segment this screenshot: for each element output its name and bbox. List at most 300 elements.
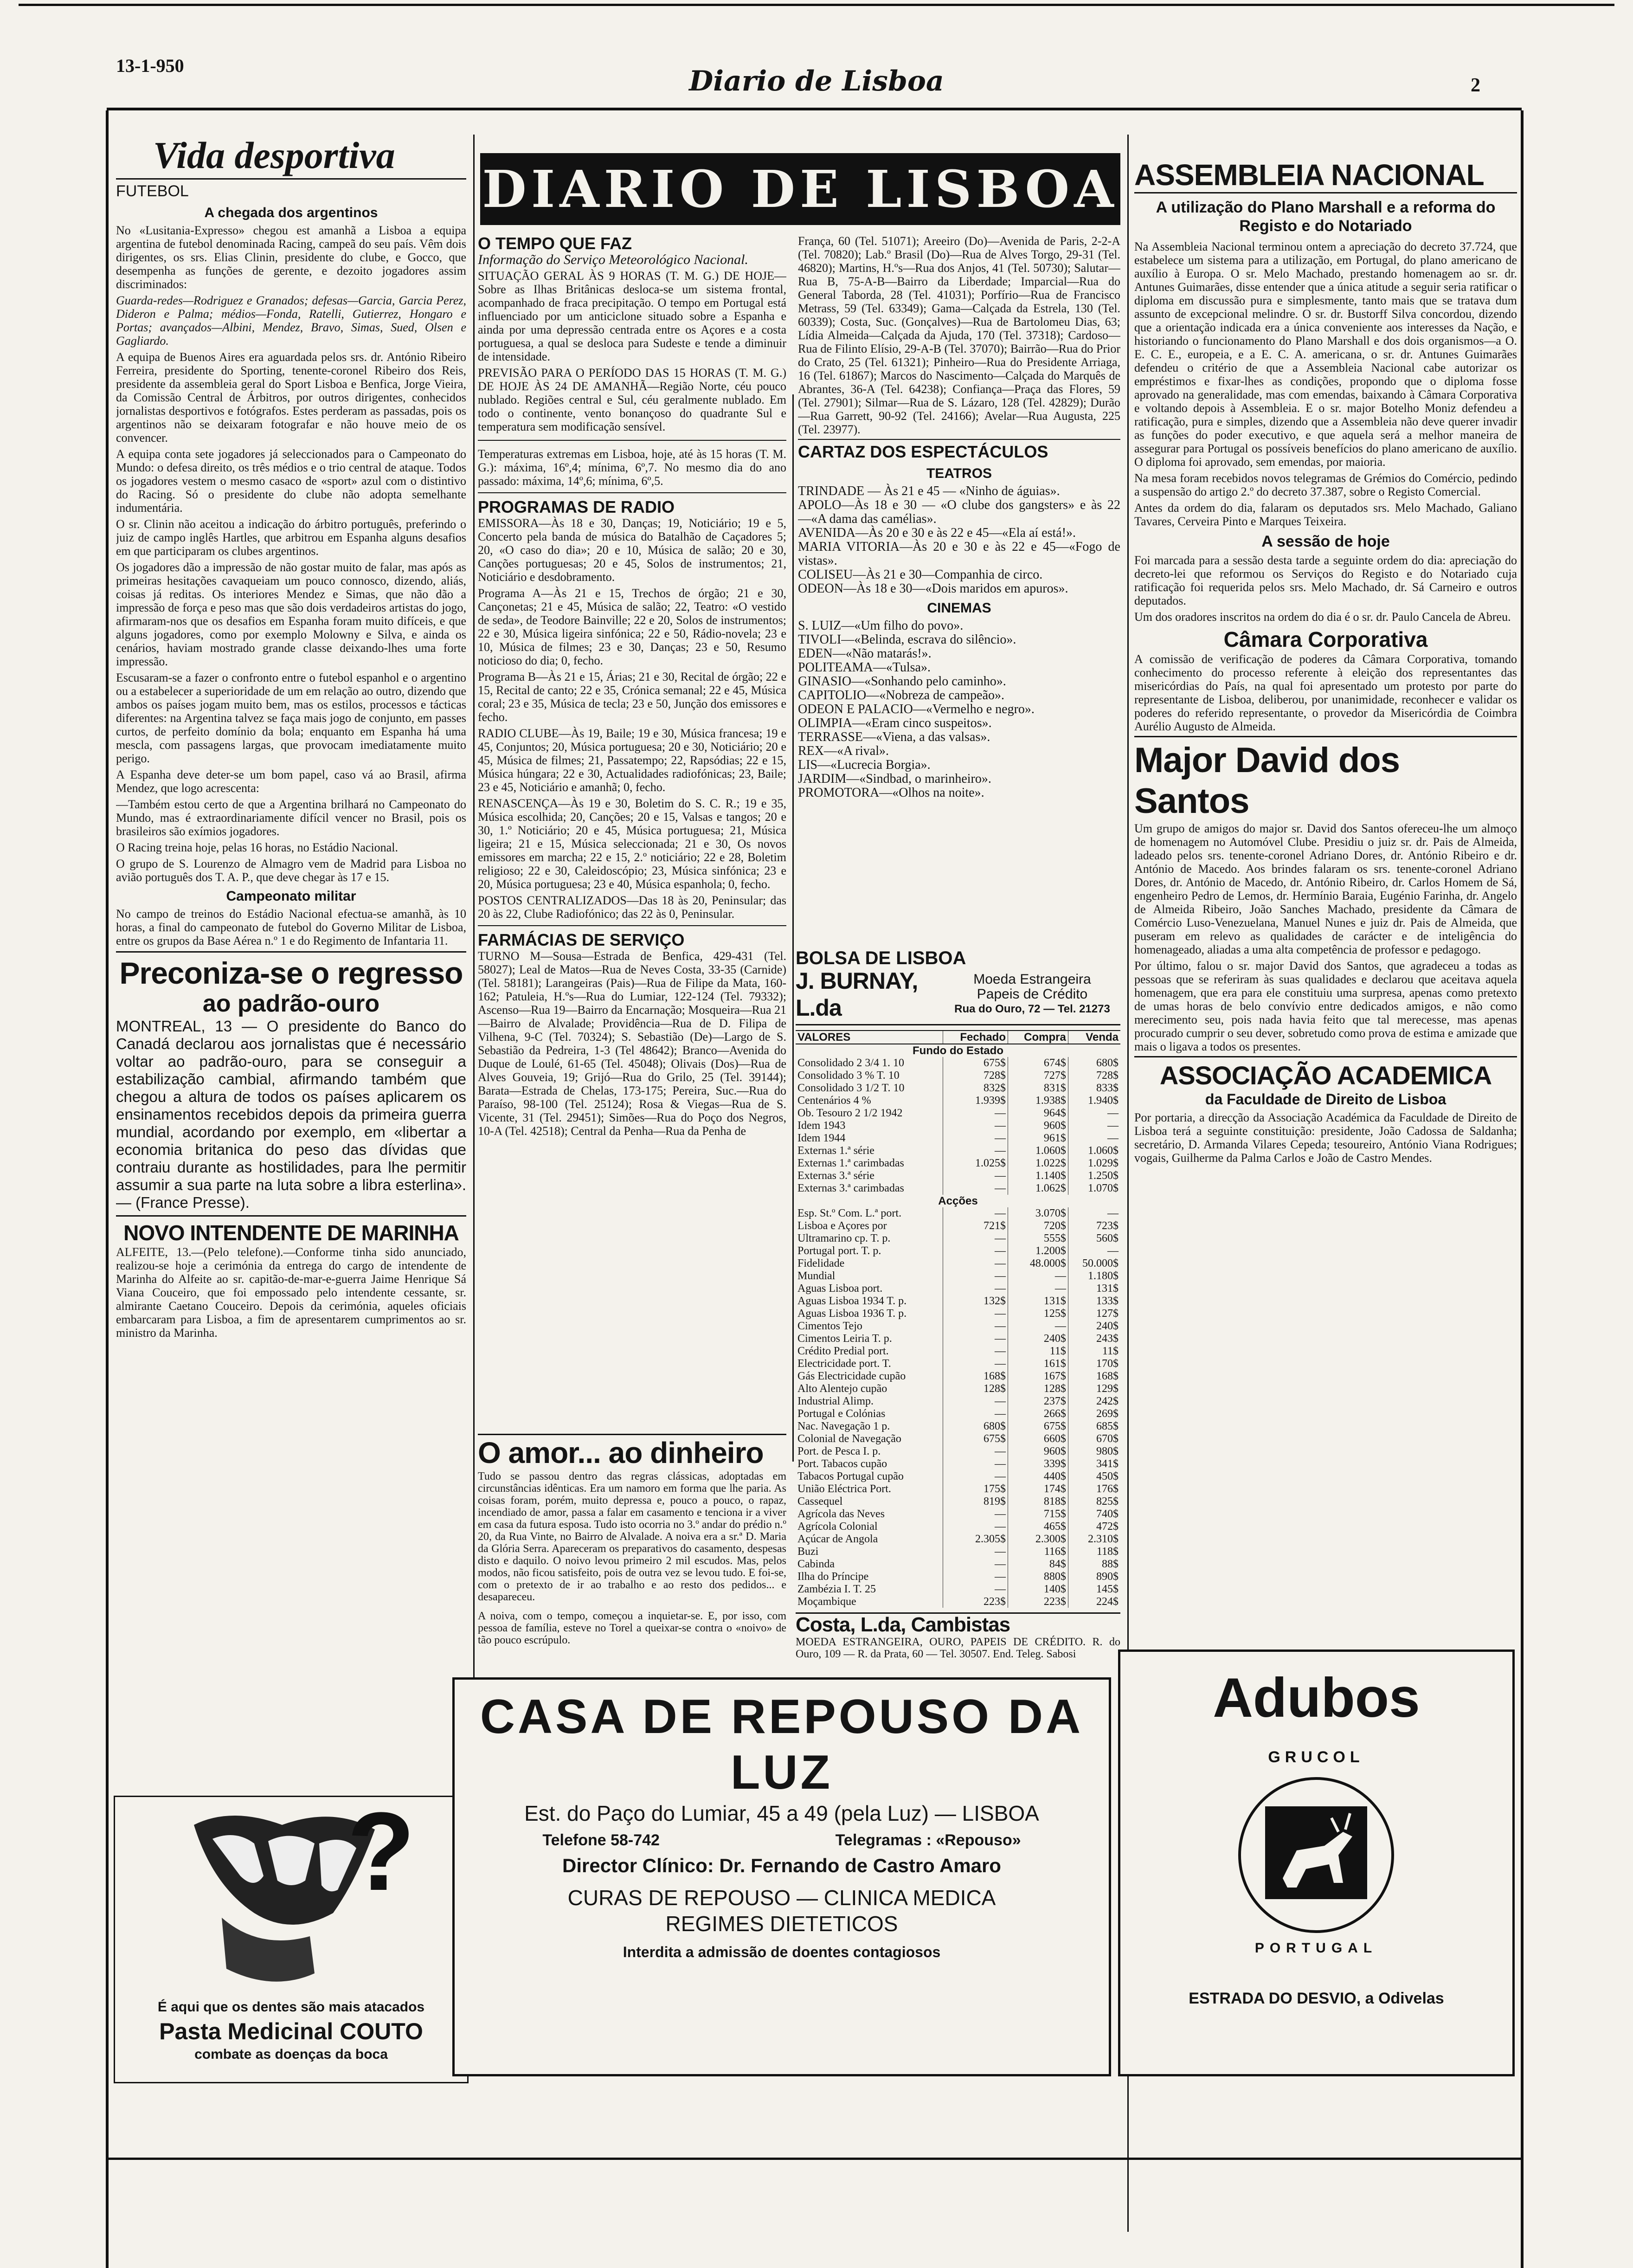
stock-value: 131$ — [1008, 1295, 1068, 1308]
stock-name: Moçambique — [797, 1596, 856, 1608]
stock-value: — — [943, 1470, 1008, 1483]
teatro-listing: TRINDADE — Às 21 e 45 — «Ninho de águias». — [798, 484, 1060, 498]
argentinos-paragraph: Os jogadores dão a impressão de não gostar muito de falar, mas após as primeiras hesitações cavaqueiam um pouco connosco, dizendo, aliás, coisas já reditas. Os interiores Mendez e Simas, que não dão a impressão de força e peso mas que são dois verdadeiros artistas do jogo, afirmaram-nos que os desafios em Espanha foram muito difíceis, e que alguns jogadores, como por exemplo Molowny e Silva, e ainda os cenários, haviam mostrado grande classe deixando-lhes uma forte impressão. — [116, 561, 466, 668]
stock-row — [796, 1308, 1120, 1320]
stock-value: 240$ — [1068, 1320, 1120, 1333]
stock-row — [796, 1533, 1120, 1546]
pharmacy-paragraph: TURNO M—Sousa—Estrada de Benfica, 429-431 (Tel. 58027); Leal de Matos—Rua de Neves Costa, 33-35 (Carnide) (Tel. 58181); Larangeiras (Pais)—Rua de Filipe da Mata, 160-162; Patuleia, H.ºs—Rua do Lumiar, 122-124 (Tel. 79332); Ascenso—Rua 19—Bairro da Encarnação; Mosqueira—Rua 21—Bairro de Alvalade; Providência—Rua de D. Filipa de Vilhena, 9-C (Tel. 70324); S. Sebastião (De)—Largo de S. Sebastião da Pedreira, 1-3 (Tel 48642); Branco—Avenida do Duque de Loulé, 61-65 (Tel. 45048); Olivais (Dos)—Rua de Alves Gouveia, 19; Grijó—Rua do Grilo, 25 (Tel. 39144); Barata—Estrada de Chelas, 173-175; Pereira, Suc.—Rua do Paraíso, 98-100 (Tel. 25124); Rosa & Viegas—Rua de S. Vicente, 31 (Tel. 29451); Simões—Rua do Poço dos Negros, 10-A (Tel. 42518); Central da Penha—Rua da Penha de — [478, 949, 786, 1138]
section-title-rule — [116, 178, 466, 180]
argentinos-paragraph: —Também estou certo de que a Argentina brilhará no Campeonato do Mundo, mas é extraordinariamente difícil vencer no Brasil, pois os brasileiros são exímios jogadores. — [116, 798, 466, 838]
stock-value: 1.250$ — [1068, 1170, 1120, 1182]
middle-column — [478, 234, 786, 1427]
right-column — [1134, 158, 1517, 1638]
weather-paragraph: PREVISÃO PARA O PERÍODO DAS 15 HORAS (T. M. G.) DE HOJE ÀS 24 DE AMANHÃ—Região Norte, céu pouco nublado. Regiões central e Sul, céu geralmente nublado. Em todo o continente, vento bonançoso do quadrante Sul e temperatura sem modificação sensível. — [478, 366, 786, 433]
weather-title: O TEMPO QUE FAZ — [478, 234, 632, 253]
teatro-listing: MARIA VITORIA—Às 20 e 30 e às 22 e 45—«Fogo de vistas». — [798, 540, 1120, 568]
cinemas-heading: CINEMAS — [927, 600, 991, 616]
stock-value: 880$ — [1008, 1571, 1068, 1583]
teeth-illustration — [115, 1797, 468, 1997]
column-divider-2 — [792, 394, 794, 1462]
portugal-brand: PORTUGAL — [1254, 1940, 1378, 1956]
stock-row — [796, 1207, 1120, 1220]
stock-value: — — [943, 1345, 1008, 1358]
stock-row — [796, 1107, 1120, 1120]
argentinos-paragraph: A Espanha deve deter-se um bom papel, caso vá ao Brasil, afirma Mendez, que logo acrescenta: — [116, 768, 466, 795]
banner-text: DIARIO DE LISBOA — [482, 159, 1119, 219]
stock-row — [796, 1182, 1120, 1195]
stock-value: — — [943, 1107, 1008, 1120]
stock-value: 50.000$ — [1068, 1257, 1120, 1270]
stock-value: — — [943, 1232, 1008, 1245]
stock-row — [796, 1433, 1120, 1445]
cinema-listing: TERRASSE—«Viena, a das valsas». — [798, 730, 990, 744]
stock-value: 176$ — [1068, 1483, 1120, 1495]
argentinos-paragraph: Escusaram-se a fazer o confronto entre o futebol espanhol e o argentino ou a estabelecer a superioridade de um em relação ao outro, dizendo que ambos os países jogam muito bem, mas os estilos, processos e tácticas diferentes: na Argentina talvez se faça mais jogo de conjunto, em passes curtos, de perfeito domínio da bola; enquanto em Espanha há uma mescla, com passagens largas, que provocam imediatamente muito perigo. — [116, 671, 466, 765]
stock-row — [796, 1132, 1120, 1145]
stock-value: 161$ — [1008, 1358, 1068, 1370]
stock-name: Tabacos Portugal cupão — [797, 1470, 904, 1482]
love-title: O amor... ao dinheiro — [478, 1436, 764, 1469]
stock-value: 961$ — [1008, 1132, 1068, 1145]
stock-row — [796, 1483, 1120, 1495]
an-paragraph: Na Assembleia Nacional terminou ontem a apreciação do decreto 37.724, que estabelece um sistema para a utilização, em Portugal, do plano americano de auxílio à Europa. O sr. Melo Machado, prestando homenagem ao sr. dr. Antunes Guimarães, disse entender que a única atitude a seguir seria ratificar o diploma em discussão pura e simplesmente, tanto mais que se tratava dum assunto de excepcional melindre. O sr. dr. Bustorff Silva concordou, dizendo que a orientação indicada era a única conveniente aos interesses da Nação, e historiando o funcionamento do Plano Marshall e dos dois organismos—a O. E. C. E., europeia, e a E. C. A. americana, o sr. dr. Antunes Guimarães defendeu o critério de que a Assembleia Nacional cabe autorizar os empréstimos e fixar-lhes as condições, propondo que o diploma fosse aprovado na generalidade, mas com emendas, baixando à Câmara Corporativa e voltando depois à Assembleia. E o sr. major Botelho Moniz defendeu a ratificação, pura e simples, dizendo que a Assembleia não deve querer invadir as funções do poder executivo, e que aquela será a melhor maneira de assegurar para Portugal os possíveis benefícios do plano americano de auxílio. O diploma foi aprovado, sem emendas, por maioria. — [1134, 240, 1517, 469]
frame-right — [1521, 110, 1524, 2268]
intendente-paragraph: ALFEITE, 13.—(Pelo telefone).—Conforme tinha sido anunciado, realizou-se hoje a cerimónia da entrega do cargo de intendente de Marinha do Alfeite ao sr. capitão-de-mar-e-guerra Jaime Henrique Sá Viana Couceiro, que foi empossado pelo intendente cessante, sr. almirante Caetano Couceiro. Depois da cerimónia, aqueles oficiais embarcaram para Lisboa, a fim de apresentarem cumprimentos ao sr. ministro da Marinha. — [116, 1245, 466, 1340]
major-title: Major David dos Santos — [1134, 741, 1400, 821]
fundo-heading-label: Fundo do Estado — [913, 1044, 1003, 1057]
cinema-listing: POLITEAMA—«Tulsa». — [798, 660, 931, 675]
stock-name: Portugal e Colónias — [797, 1408, 886, 1420]
stock-value: 266$ — [1008, 1408, 1068, 1420]
stock-row — [796, 1220, 1120, 1232]
pharmacy-paragraph: França, 60 (Tel. 51071); Areeiro (Do)—Avenida de Paris, 2-2-A (Tel. 70820); Lab.º Brasil (Do)—Rua de Alves Torgo, 29-31 (Tel. 46820); Martins, H.ºs—Rua dos Anjos, 41 (Tel. 50730); Salutar—Rua B, 75-A-B—Bairro da Liberdade; Imparcial—Rua do General Taborda, 28 (Tel. 41031); Porfírio—Rua de Francisco Metrass, 59 (Tel. 63349); Gama—Calçada da Estrela, 130 (Tel. 60339); Costa, Suc. (Gonçalves)—Rua de Bartolomeu Dias, 63; Lídia Almeida—Calçada da Ajuda, 170 (Tel. 37318); Cardoso—Rua de Filinto Elísio, 29-A-B (Tel. 37070); Bairrão—Rua do Prior do Crato, 25 (Tel. 61321); Pinheiro—Rua do Presidente Arriaga, 16 (Tel. 61867); Marcos do Nascimento—Calçada do Marquês de Abrantes, 36-A (Tel. 64238); Confiança—Praça das Flores, 59 (Tel. 27901); Silmar—Rua de S. Lázaro, 128 (Tel. 42829); Durão—Rua Garrett, 90-92 (Tel. 24166); Avelar—Rua Augusta, 225 (Tel. 23977). — [798, 234, 1120, 436]
stock-value: — — [943, 1132, 1008, 1145]
stock-row — [796, 1120, 1120, 1132]
stock-value: 2.310$ — [1068, 1533, 1120, 1546]
stock-value: — — [1068, 1107, 1120, 1120]
issue-date: 13-1-950 — [116, 55, 184, 76]
stock-row — [796, 1571, 1120, 1583]
stock-value: 723$ — [1068, 1220, 1120, 1232]
teatro-listing: COLISEU—Às 21 e 30—Companhia de circo. — [798, 567, 1043, 582]
diario-banner — [480, 153, 1120, 225]
cinema-listing: GINASIO—«Sonhando pelo caminho». — [798, 674, 1006, 689]
stock-value: 555$ — [1008, 1232, 1068, 1245]
campeonato-paragraph: No campo de treinos do Estádio Nacional efectua-se amanhã, às 10 horas, a final do campeonato de futebol do Governo Militar de Lisboa, entre os grupos da Base Aérea n.º 1 e do Regimento de Infantaria 11. — [116, 907, 466, 947]
stock-value: 11$ — [1068, 1345, 1120, 1358]
stock-row — [796, 1495, 1120, 1508]
stock-value: — — [943, 1445, 1008, 1458]
casa-line-2: REGIMES DIETETICOS — [665, 1912, 898, 1936]
stock-row — [796, 1370, 1120, 1383]
cartaz-title: CARTAZ DOS ESPECTÁCULOS — [798, 442, 1048, 461]
headline-padrao-ouro-sub: ao padrão-ouro — [202, 990, 380, 1017]
stock-name: Ilha do Príncipe — [797, 1571, 869, 1583]
stock-name: Gás Electricidade cupão — [797, 1370, 906, 1382]
sessao-paragraph: Um dos oradores inscritos na ordem do dia é o sr. dr. Paulo Cancela de Abreu. — [1134, 610, 1511, 624]
stock-value: 170$ — [1068, 1358, 1120, 1370]
stock-value: — — [943, 1583, 1008, 1596]
teatro-listing: AVENIDA—Às 20 e 30 e às 22 e 45—«Ela aí está!». — [798, 526, 1076, 540]
stock-row — [796, 1057, 1120, 1070]
costa-ad — [796, 1612, 1120, 1669]
stock-name: Centenários 4 % — [797, 1095, 871, 1107]
casa-title: CASA DE REPOUSO DA LUZ — [480, 1690, 1084, 1799]
argentinos-paragraph: No «Lusitania-Expresso» chegou est amanhã a Lisboa a equipa argentina de futebol denominada Racing, campeã do seu país. Vêm dois dirigentes, os srs. Elias Clinin, presidente do clube, e Gocco, que desempenha as funções de gerente, e dezoito jogadores assim discriminados: — [116, 224, 466, 291]
argentinos-paragraph: A equipa conta sete jogadores já seleccionados para o Campeonato do Mundo: o defesa direito, os três médios e o trio central de ataque. Todos os jogadores vestem o mesmo casaco de «sport» azul com o distintivo do Racing. Só o presidente do clube não adopta semelhante indumentária. — [116, 447, 466, 515]
stock-value: 660$ — [1008, 1433, 1068, 1445]
stock-value: — — [943, 1170, 1008, 1182]
stock-value: 125$ — [1008, 1308, 1068, 1320]
stock-value: — — [943, 1257, 1008, 1270]
stock-value: 240$ — [1008, 1333, 1068, 1345]
stock-value: 1.060$ — [1068, 1145, 1120, 1157]
divider — [478, 1434, 786, 1435]
stock-row — [796, 1521, 1120, 1533]
stock-value: 1.025$ — [943, 1157, 1008, 1170]
stock-value: — — [943, 1546, 1008, 1558]
stock-value: — — [943, 1358, 1008, 1370]
stock-value: — — [943, 1395, 1008, 1408]
adubos-address: ESTRADA DO DESVIO, a Odivelas — [1189, 1990, 1444, 2007]
svg-text:?: ? — [347, 1797, 415, 1914]
teatros-heading: TEATROS — [926, 466, 992, 481]
stock-name: Port. Tabacos cupão — [797, 1458, 887, 1470]
stock-row — [796, 1245, 1120, 1257]
stock-value: — — [1068, 1120, 1120, 1132]
stock-row — [796, 1070, 1120, 1082]
cinema-listing: S. LUIZ—«Um filho do povo». — [798, 619, 964, 633]
stock-row — [796, 1320, 1120, 1333]
stock-value: 133$ — [1068, 1295, 1120, 1308]
stock-name: Colonial de Navegação — [797, 1433, 901, 1445]
stock-name: Consolidado 2 3/4 1. 10 — [797, 1057, 905, 1069]
stock-value: 721$ — [943, 1220, 1008, 1232]
cinema-listing: ODEON E PALACIO—«Vermelho e negro». — [798, 702, 1035, 716]
stock-name: Electricidade port. T. — [797, 1358, 891, 1370]
stock-value: — — [943, 1521, 1008, 1533]
stock-value: 242$ — [1068, 1395, 1120, 1408]
divider — [1134, 1056, 1517, 1057]
stock-value: 129$ — [1068, 1383, 1120, 1395]
headline-intendente: NOVO INTENDENTE DE MARINHA — [123, 1221, 459, 1245]
argentinos-paragraph: O Racing treina hoje, pelas 16 horas, no Estádio Nacional. — [116, 841, 398, 854]
stock-value: 131$ — [1068, 1282, 1120, 1295]
adubos-title: Adubos — [1213, 1667, 1420, 1729]
stock-value: — — [1008, 1320, 1068, 1333]
radio-paragraph: Programa B—Às 21 e 15, Árias; 21 e 30, Recital de órgão; 22 e 15, Recital de canto; 22 e 35, Crónica semanal; 22 e 45, Música coral; 23 e 35, Música de tecla; 23 e 50, Junção dos emissores e fecho. — [478, 670, 786, 724]
grucol-logo — [1120, 1730, 1512, 1990]
weather-subtitle: Informação do Serviço Meteorológico Nacional. — [478, 252, 748, 267]
stock-row — [796, 1508, 1120, 1521]
grucol-brand: GRUCOL — [1268, 1748, 1364, 1766]
stock-value: 727$ — [1008, 1070, 1068, 1082]
mid-right-column — [798, 234, 1120, 907]
casa-repouso-ad — [452, 1677, 1111, 2076]
stock-value: — — [943, 1408, 1008, 1420]
costa-name: Costa, L.da, Cambistas — [796, 1613, 1010, 1636]
stock-value: 84$ — [1008, 1558, 1068, 1571]
stock-value: — — [943, 1282, 1008, 1295]
stock-row — [796, 1295, 1120, 1308]
stock-value: 440$ — [1008, 1470, 1068, 1483]
stock-name: Ob. Tesouro 2 1/2 1942 — [797, 1107, 903, 1119]
stock-row — [796, 1232, 1120, 1245]
stock-value: 560$ — [1068, 1232, 1120, 1245]
stock-name: Agrícola das Neves — [797, 1508, 885, 1520]
stock-row — [796, 1345, 1120, 1358]
stock-value: 833$ — [1068, 1082, 1120, 1095]
stock-value: 675$ — [943, 1433, 1008, 1445]
kicker: FUTEBOL — [116, 182, 189, 200]
stock-value: — — [1068, 1245, 1120, 1257]
burnay-line: Moeda Estrangeira — [973, 972, 1091, 987]
stock-value: — — [1068, 1132, 1120, 1145]
casa-phone: Telefone 58-742 — [542, 1831, 660, 1849]
divider — [798, 439, 1120, 440]
teatro-listing: APOLO—Às 18 e 30 — «O clube dos gangsters» e às 22—«A dama das camélias». — [798, 498, 1120, 526]
stock-value: 341$ — [1068, 1458, 1120, 1470]
stock-name: Aguas Lisboa port. — [797, 1282, 883, 1295]
adubos-ad — [1118, 1649, 1515, 2076]
stock-name: Esp. St.º Com. L.ª port. — [797, 1207, 902, 1219]
sessao-paragraph: Foi marcada para a sessão desta tarde a seguinte ordem do dia: apreciação do decreto-lei que reformou os Serviços do Registo e do Notariado cuja ratificação foi requerida pelos srs. Melo Machado, dr. Sá Carneiro e outros deputados. — [1134, 554, 1517, 607]
radio-paragraph: Programa A—Às 21 e 15, Trechos de órgão; 21 e 30, Cançonetas; 21 e 45, Música de salão; 22, Teatro: «O vestido de seda», de Teodore Bainville; 22 e 20, Solos de instrumentos; 22 e 30, Música ligeira sinfónica; 22 e 50, Rádio-novela; 23 e 10, Música de filmes; 23 e 30, Danças; 23 e 50, Resumo noticioso do dia; 0, fecho. — [478, 586, 786, 667]
stock-name: Port. de Pesca I. p. — [797, 1445, 881, 1457]
stock-name: Aguas Lisboa 1934 T. p. — [797, 1295, 907, 1307]
stock-header-row — [796, 1031, 1120, 1044]
radio-paragraph: RADIO CLUBE—Às 19, Baile; 19 e 30, Música francesa; 19 e 45, Conjuntos; 20, Música portuguesa; 20 e 30, Noticiário; 20 e 45, Música de filmes; 21, Passatempo; 22, Rapsódias; 22 e 15, Música húngara; 22 e 30, Actualidades radiofónicas; 23, Baile; 23 e 45, Noticiário e amanhã; 0, fecho. — [478, 727, 786, 794]
stock-value: 960$ — [1008, 1120, 1068, 1132]
love-story-cont — [478, 1610, 786, 1656]
stock-name: Aguas Lisboa 1936 T. p. — [797, 1308, 907, 1320]
fundo-heading — [796, 1044, 1120, 1057]
ad-line-1: É aqui que os dentes são mais atacados — [157, 1999, 425, 2015]
divider — [478, 492, 786, 493]
stock-name: Crédito Predial port. — [797, 1345, 889, 1357]
an-subtitle: A utilização do Plano Marshall e a reforma do Registo e do Notariado — [1156, 199, 1496, 235]
stock-name: Zambézia I. T. 25 — [797, 1583, 876, 1595]
love-paragraph: Tudo se passou dentro das regras clássicas, adoptadas em circunstâncias idênticas. Era um namoro em forma que lhe paria. As coisas foram, porém, muito depressa e, pouco a pouco, o rapaz, incendiado de amor, passa a falar em casamento e tenciona ir a viver em casa da futura esposa. Tudo isto ocorria no 3.º andar do prédio n.º 20, da Rua Vinte, no Bairro de Alvalade. A noiva era a sr.ª D. Maria da Glória Serra. Apareceram os preparativos do casamento, despesas disto e daquilo. O noivo levou primeiro 2 mil escudos. Mas, pelos modos, não ficou satisfeito, pois de outra vez se levou tudo. E foi-se, com o pretexto de ir ao trabalho e ao resto dos pedidos... e desapareceu. — [478, 1470, 786, 1603]
divider — [1134, 736, 1517, 737]
stock-row — [796, 1170, 1120, 1182]
an-paragraph: Na mesa foram recebidos novos telegramas de Grémios do Comércio, pedindo a suspensão do artigo 2.º do decreto 37.387, sobre o Registo Comercial. — [1134, 471, 1517, 498]
stock-value: 1.022$ — [1008, 1157, 1068, 1170]
stock-value: 128$ — [1008, 1383, 1068, 1395]
stock-row — [796, 1558, 1120, 1571]
stock-value: 1.180$ — [1068, 1270, 1120, 1282]
radio-title: PROGRAMAS DE RADIO — [478, 497, 675, 516]
stock-name: Lisboa e Açores por — [797, 1220, 887, 1232]
stock-value: 740$ — [1068, 1508, 1120, 1521]
stock-value: 675$ — [1008, 1420, 1068, 1433]
stock-row — [796, 1445, 1120, 1458]
aa-subtitle: da Faculdade de Direito de Lisboa — [1205, 1091, 1447, 1108]
stock-value: 128$ — [943, 1383, 1008, 1395]
stock-value: 728$ — [1068, 1070, 1120, 1082]
argentinos-squad: Guarda-redes—Rodriguez e Granados; defesas—Garcia, Garcia Perez, Dideron e Palma; médios—Fonda, Ratelli, Gutierrez, Hongaro e Portas; avançados—Albini, Mendez, Bravo, Simas, Sued, Olsen e Gagliardo. — [116, 294, 466, 348]
stock-value: 960$ — [1008, 1445, 1068, 1458]
stock-name: Externas 3.ª carimbadas — [797, 1182, 904, 1194]
stock-value: 674$ — [1008, 1057, 1068, 1070]
radio-paragraph: EMISSORA—Às 18 e 30, Danças; 19, Noticiário; 19 e 5, Concerto pela banda de música do Batalhão de Caçadores 5; 20, «O caso do dia»; 20 e 10, Música de salão; 20 e 30, Canções portuguesas; 20 e 45, Solos de instrumentos; 21, Noticiário e desdobramento. — [478, 516, 786, 584]
stock-name: Cabinda — [797, 1558, 835, 1570]
stock-name: Agrícola Colonial — [797, 1521, 878, 1533]
casa-address: Est. do Paço do Lumiar, 45 a 49 (pela Luz) — LISBOA — [524, 1801, 1039, 1825]
casa-director: Director Clínico: Dr. Fernando de Castro Amaro — [562, 1855, 1001, 1876]
stock-value: 1.939$ — [943, 1095, 1008, 1107]
stock-value: 675$ — [943, 1057, 1008, 1070]
page-number: 2 — [1471, 75, 1480, 96]
burnay-ad — [796, 967, 1120, 1025]
stock-value: 715$ — [1008, 1508, 1068, 1521]
stock-table — [796, 1030, 1120, 1608]
costa-text: MOEDA ESTRANGEIRA, OURO, PAPEIS DE CRÉDITO. R. do Ouro, 109 — R. da Prata, 60 — Tel. 30507. End. Teleg. Sabosi — [796, 1636, 1120, 1660]
stock-value: — — [943, 1207, 1008, 1220]
major-paragraph: Por último, falou o sr. major David dos Santos, que agradeceu a todas as pessoas que se referiram às suas qualidades e declarou que aceitava aquela homenagem, que era para ele constituiu uma surpresa, apenas como pretexto de umas horas de belo convívio entre dedicados amigos, e não como merecimento seu, pois nada havia feito que tal merecesse, mas apenas procurado cumprir o seu dever, sobretudo como prova de estima e amizade que mais o ligava a todos os presentes. — [1134, 959, 1517, 1053]
stock-value: 145$ — [1068, 1583, 1120, 1596]
burnay-address: Rua do Ouro, 72 — Tel. 21273 — [954, 1003, 1110, 1015]
stock-value: — — [1008, 1282, 1068, 1295]
stock-value: 88$ — [1068, 1558, 1120, 1571]
an-title: ASSEMBLEIA NACIONAL — [1134, 158, 1517, 193]
radio-paragraph: POSTOS CENTRALIZADOS—Das 18 às 20, Peninsular; das 20 às 22, Clube Radiofónico; das 22 às 0, Peninsular. — [478, 894, 786, 921]
stock-row — [796, 1470, 1120, 1483]
temperature-paragraph: Temperaturas extremas em Lisboa, hoje, até às 15 horas (T. M. G.): máxima, 16º,4; mínima, 6º,7. No mesmo dia do ano passado: máxima, 14º,6; mínima, 6º,5. — [478, 447, 786, 488]
pasta-couto-ad — [114, 1796, 469, 2083]
stock-value: 720$ — [1008, 1220, 1068, 1232]
stock-name: Consolidado 3 1/2 T. 10 — [797, 1082, 905, 1094]
stock-value: — — [943, 1120, 1008, 1132]
stock-name: Fidelidade — [797, 1257, 845, 1269]
header-valores: VALORES — [797, 1031, 851, 1044]
stock-value: 48.000$ — [1008, 1257, 1068, 1270]
stock-row — [796, 1395, 1120, 1408]
stock-value: 1.200$ — [1008, 1245, 1068, 1257]
stock-value: 2.305$ — [943, 1533, 1008, 1546]
header-fechado: Fechado — [943, 1031, 1008, 1044]
stock-value: 168$ — [1068, 1370, 1120, 1383]
stock-value: — — [943, 1308, 1008, 1320]
stock-row — [796, 1458, 1120, 1470]
top-rule — [19, 4, 1614, 6]
stock-row — [796, 1546, 1120, 1558]
stock-value: 1.070$ — [1068, 1182, 1120, 1195]
weather-paragraph: SITUAÇÃO GERAL ÀS 9 HORAS (T. M. G.) DE HOJE—Sobre as Ilhas Britânicas desloca-se um sistema frontal, acompanhado de fraca precipitação. O tempo em Portugal está influenciado por um anticiclone situado sobre a Espanha e ainda por uma depressão centrada entre os Açores e a costa portuguesa, a qual se desloca para Sudeste e tende a diminuir de intensidade. — [478, 269, 786, 363]
stock-value: 127$ — [1068, 1308, 1120, 1320]
frame-left — [106, 110, 109, 2268]
headline-argentinos: A chegada dos argentinos — [204, 205, 378, 220]
divider — [116, 1215, 466, 1217]
stock-value: 3.070$ — [1008, 1207, 1068, 1220]
stock-row — [796, 1383, 1120, 1395]
burnay-name: J. BURNAY, L.da — [796, 968, 918, 1021]
sessao-heading: A sessão de hoje — [1261, 533, 1390, 550]
stock-name: Idem 1943 — [797, 1120, 846, 1132]
stock-name: Externas 3.ª série — [797, 1170, 874, 1182]
stock-name: Portugal port. T. p. — [797, 1245, 881, 1257]
stock-value: 825$ — [1068, 1495, 1120, 1508]
stock-value: 237$ — [1008, 1395, 1068, 1408]
pharmacy-title: FARMÁCIAS DE SERVIÇO — [478, 930, 685, 949]
stock-name: Açúcar de Angola — [797, 1533, 878, 1545]
left-column — [116, 135, 466, 1796]
love-paragraph: A noiva, com o tempo, começou a inquietar-se. E, por isso, com pessoa de família, esteve no Torel a queixar-se contra o «noivo» de tão pouco escrúpulo. — [478, 1610, 786, 1646]
stock-row — [796, 1583, 1120, 1596]
stock-value: 680$ — [1068, 1057, 1120, 1070]
headline-padrao-ouro: Preconiza-se o regresso — [119, 956, 463, 990]
bolsa-title: BOLSA DE LISBOA — [796, 949, 966, 968]
stock-row — [796, 1282, 1120, 1295]
stock-name: Cimentos Leiria T. p. — [797, 1333, 892, 1345]
stock-row — [796, 1257, 1120, 1270]
stock-value: — — [943, 1558, 1008, 1571]
aa-title: ASSOCIAÇÃO ACADEMICA — [1159, 1061, 1492, 1090]
stock-name: Consolidado 3 % T. 10 — [797, 1070, 900, 1082]
stock-row — [796, 1270, 1120, 1282]
stock-value: 224$ — [1068, 1596, 1120, 1608]
stock-value: 1.029$ — [1068, 1157, 1120, 1170]
argentinos-paragraph: O grupo de S. Lourenzo de Almagro vem de Madrid para Lisboa no avião português dos T. A. P., que deve chegar às 17 e 15. — [116, 857, 466, 884]
masthead: Diario de Lisboa — [689, 65, 944, 97]
argentinos-paragraph: O sr. Clinin não aceitou a indicação do árbitro português, preferindo o juiz de campo inglês Hartles, que arbitrou em Espanha alguns desafios em que participaram os clubes argentinos. — [116, 517, 466, 558]
padrao-ouro-paragraph: MONTREAL, 13 — O presidente do Banco do Canadá declarou aos jornalistas que é necessário voltar ao padrão-ouro, para se conseguir a estabilização cambial, afirmando também que chegou a altura de todos os países aplicarem os ensinamentos recebidos depois da primeira guerra mundial, acordando por exemplo, em «libertar a economia britanica do peso das dívidas que contraiu durante as hostilidades, para lhe permitir assumir a sua parte na luta sobre a libra esterlina». — (France Presse). — [116, 1018, 466, 1211]
cc-paragraph: A comissão de verificação de poderes da Câmara Corporativa, tomando conhecimento do processo referente à eleição dos representantes das misericórdias do País, na qual foi apresentado um protesto por parte do representante de Lisboa, deliberou, por unanimidade, reconhecer e validar os poderes do referido representante, o provedor da Misericórdia de Coimbra Aurélio Augusto de Almeida. — [1134, 652, 1517, 733]
bolsa-section — [796, 949, 1120, 1608]
casa-telegramas: Telegramas : «Repouso» — [835, 1831, 1021, 1849]
stock-value: 1.140$ — [1008, 1170, 1068, 1182]
stock-value: 223$ — [943, 1596, 1008, 1608]
argentinos-paragraph: A equipa de Buenos Aires era aguardada pelos srs. dr. António Ribeiro Ferreira, presidente do Sporting, tenente-coronel Ribeiro dos Reis, presidente da assembleia geral do Sport Lisboa e Benfica, Jorge Vieira, da Comissão Central de Árbitros, por outros dirigentes, conhecidos jornalistas desportivos e fotógrafos. Estes perderam as passadas, pois os argentinos não se deixaram fotografar e não houve meio de os convencer. — [116, 350, 466, 445]
stock-name: Industrial Alimp. — [797, 1395, 874, 1407]
stock-value: 339$ — [1008, 1458, 1068, 1470]
stock-value: 2.300$ — [1008, 1533, 1068, 1546]
stock-value: — — [943, 1245, 1008, 1257]
stock-name: Buzi — [797, 1546, 819, 1558]
major-paragraph: Um grupo de amigos do major sr. David dos Santos ofereceu-lhe um almoço de homenagem no Automóvel Clube. Presidiu o juiz sr. dr. Pais de Almeida, ladeado pelos srs. tenente-coronel Adriano Dores, dr. António Ribeiro e dr. António de Macedo. Aos brindes falaram os srs. tenente-coronel Adriano Dores, dr. António de Macedo, dr. António Ribeiro, dr. Carlos Homem de Sá, engenheiro Pedro de Lemos, dr. Hermínio Baraia, Eugénio Farinha, dr. Angelo de Almeida Ribeiro, João Sanches Machado, presidente da Câmara de Comércio Luso-Venezuelana, Manuel Nunes e juiz dr. Pais de Almeida, que puseram em relevo as qualidades de carácter e de inteligência do homenageado, aliadas a uma alta competência de professor e pedagogo. — [1134, 822, 1517, 956]
stock-value: 980$ — [1068, 1445, 1120, 1458]
header-compra: Compra — [1008, 1031, 1068, 1044]
acoes-heading-label: Acções — [938, 1195, 978, 1207]
stock-value: — — [1008, 1270, 1068, 1282]
section-title: Vida desportiva — [153, 135, 395, 176]
stock-value: 1.940$ — [1068, 1095, 1120, 1107]
stock-name: Ultramarino cp. T. p. — [797, 1232, 891, 1244]
ad-line-3: combate as doenças da boca — [194, 2047, 388, 2062]
stock-row — [796, 1145, 1120, 1157]
stock-value: — — [943, 1320, 1008, 1333]
stock-value: 168$ — [943, 1370, 1008, 1383]
stock-value: — — [943, 1571, 1008, 1583]
stock-value: 450$ — [1068, 1470, 1120, 1483]
stock-value: 728$ — [943, 1070, 1008, 1082]
stock-row — [796, 1157, 1120, 1170]
stock-value: 243$ — [1068, 1333, 1120, 1345]
stock-value: 167$ — [1008, 1370, 1068, 1383]
cinema-listing: CAPITOLIO—«Nobreza de campeão». — [798, 688, 1005, 702]
stock-value: 465$ — [1008, 1521, 1068, 1533]
cinema-listing: OLIMPIA—«Eram cinco suspeitos». — [798, 716, 992, 730]
stock-value: 140$ — [1008, 1583, 1068, 1596]
cinema-listing: TIVOLI—«Belinda, escrava do silêncio». — [798, 632, 1016, 647]
stock-row — [796, 1095, 1120, 1107]
casa-line-3: Interdita a admissão de doentes contagiosos — [623, 1944, 941, 1960]
stock-value: 685$ — [1068, 1420, 1120, 1433]
stock-value: — — [943, 1182, 1008, 1195]
stock-value: 175$ — [943, 1483, 1008, 1495]
burnay-line: Papeis de Crédito — [977, 986, 1088, 1002]
bottom-rule — [106, 2158, 1524, 2160]
